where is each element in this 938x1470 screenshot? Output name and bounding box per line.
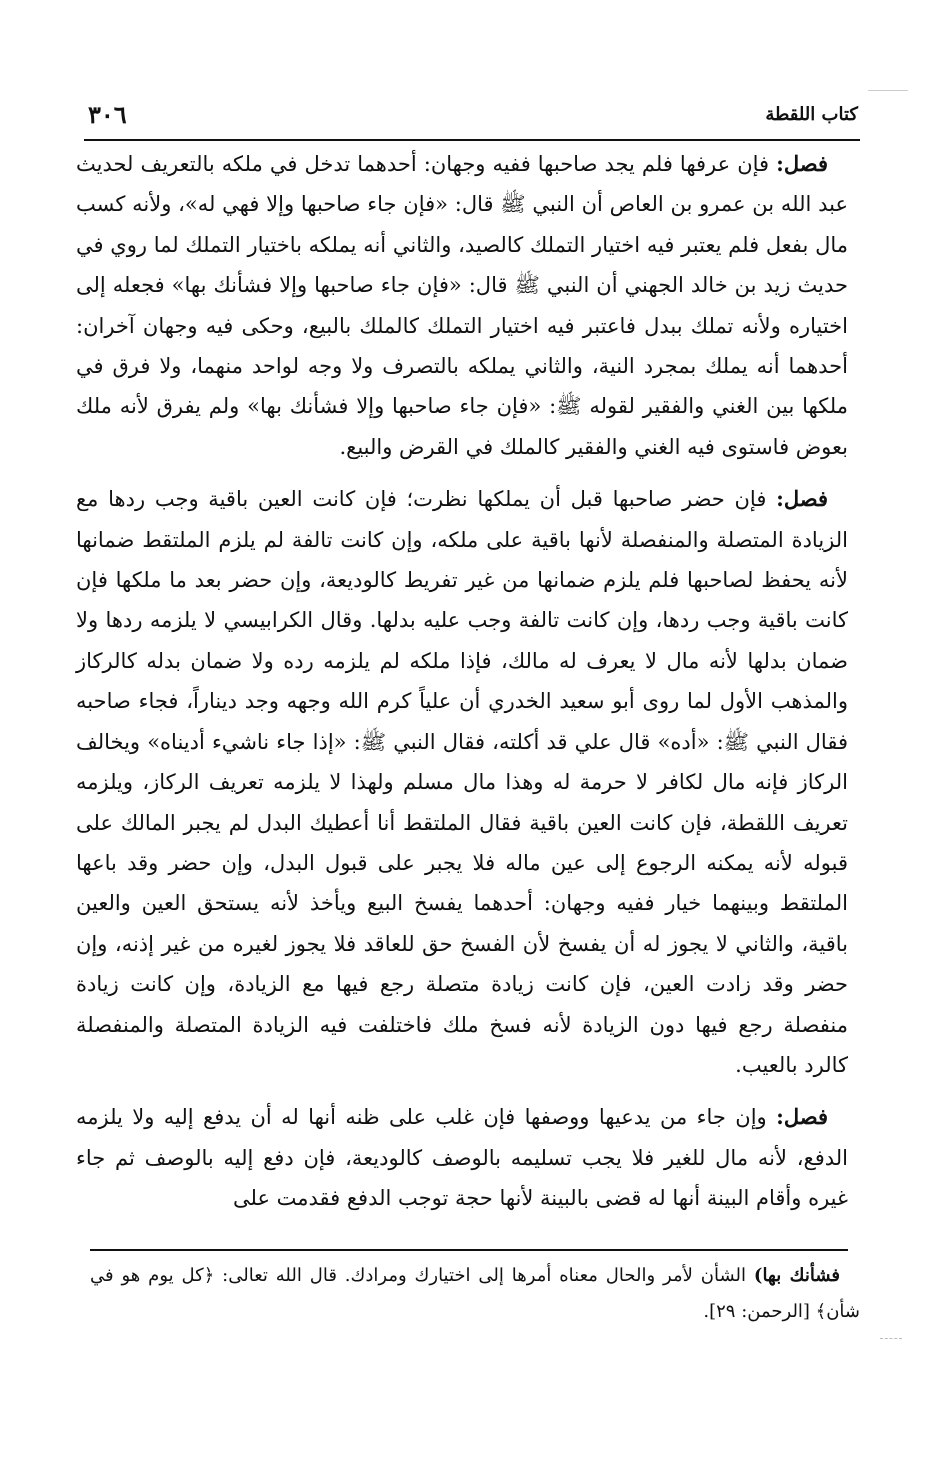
section-keyword: فصل: [776,151,828,176]
section-text: وإن جاء من يدعيها ووصفها فإن غلب على ظنه أنها له أن يدفع إليه ولا يلزمه الدفع، لأنه مال للغير فلا يجب تسليمه بالوصف كالوديعة، فإن دفع إليه بالوصف ثم جاء غيره وأقام البينة أنها له قضى بالبينة لأنها حجة توجب الدفع فقدمت على [76,1105,848,1211]
section-text: فإن عرفها فلم يجد صاحبها ففيه وجهان: أحدهما تدخل في ملكه بالتعريف لحديث عبد الله بن عمرو بن العاص أن النبي ﷺ قال: «فإن جاء صاحبها وإلا فهي له»، ولأنه كسب مال بفعل فلم يعتبر فيه اختيار التملك كالصيد، والثاني أنه يملكه باختيار التملك لما روي في حديث زيد بن خالد الجهني أن النبي ﷺ قال: «فإن جاء صاحبها وإلا فشأنك بها» فجعله إلى اختياره ولأنه تملك ببدل فاعتبر فيه اختيار التملك كالملك بالبيع، وحكى فيه وجهان آخران: أحدهما أنه يملك بمجرد النية، والثاني يملكه بالتصرف ولا وجه لواحد منهما، ولا فرق في ملكها بين الغني والفقير لقوله ﷺ: «فإن جاء صاحبها وإلا فشأنك بها» ولم يفرق لأنه ملك بعوض فاستوى فيه الغني والفقير كالملك في القرض والبيع. [76,152,849,459]
scan-mark-bottom [880,1338,902,1340]
book-title: كتاب اللقطة [765,103,858,125]
footnote-paragraph [90,1258,860,1330]
main-text [76,144,848,1219]
footnote [90,1258,860,1330]
footnote-rule [90,1249,848,1251]
section-paragraph [76,1097,848,1218]
page-header [88,96,858,132]
section-keyword: فصل: [776,486,828,512]
footnote-text: الشأن لأمر والحال معناه أمرها إلى اختيارك ومرادك. قال الله تعالى: ﴿كل يوم هو في شأن﴾ [الرحمن: ٢٩]. [90,1265,860,1322]
footnote-keyword: فشأنك بها) [753,1265,840,1286]
section-paragraph [76,144,848,467]
header-rule [84,139,860,141]
scan-mark [868,90,908,91]
page-number: ٣٠٦ [88,99,127,129]
section-keyword: فصل: [776,1104,828,1130]
section-paragraph [76,479,848,1085]
section-text: فإن حضر صاحبها قبل أن يملكها نظرت؛ فإن كانت العين باقية وجب ردها مع الزيادة المتصلة والمنفصلة لأنها باقية على ملكه، وإن كانت تالفة لم يلزم الملتقط ضمانها لأنه يحفظ لصاحبها فلم يلزم ضمانها من غير تفريط كالوديعة، وإن حضر بعد ما ملكها فإن كانت باقية وجب ردها، وإن كانت تالفة وجب عليه بدلها. وقال الكرابيسي لا يلزمه ردها ولا ضمان بدلها لأنه مال لا يعرف له مالك، فإذا ملكه لم يلزمه رده ولا ضمان بدله كالركاز والمذهب الأول لما روى أبو سعيد الخدري أن علياً كرم الله وجهه وجد ديناراً، فجاء صاحبه فقال النبي ﷺ: «أده» قال علي قد أكلته، فقال النبي ﷺ: «إذا جاء ناشيء أديناه» ويخالف الركاز فإنه مال لكافر لا حرمة له وهذا مال مسلم ولهذا لا يلزمه تعريف الركاز، ويلزمه تعريف اللقطة، فإن كانت العين باقية فقال الملتقط أنا أعطيك البدل لم يجبر المالك على قبوله لأنه يمكنه الرجوع إلى عين ماله فلا يجبر على قبول البدل، وإن حضر وقد باعها الملتقط وبينهما خيار ففيه وجهان: أحدهما يفسخ البيع ويأخذ لأنه يستحق العين والعين باقية، والثاني لا يجوز له أن يفسخ لأن الفسخ حق للعاقد فلا يجوز لغيره من غير إذنه، وإن حضر وقد زادت العين، فإن كانت زيادة متصلة رجع فيها مع الزيادة، وإن كانت زيادة منفصلة رجع فيها دون الزيادة لأنه فسخ ملك فاختلفت فيه الزيادة المتصلة والمنفصلة كالرد بالعيب. [76,487,848,1077]
